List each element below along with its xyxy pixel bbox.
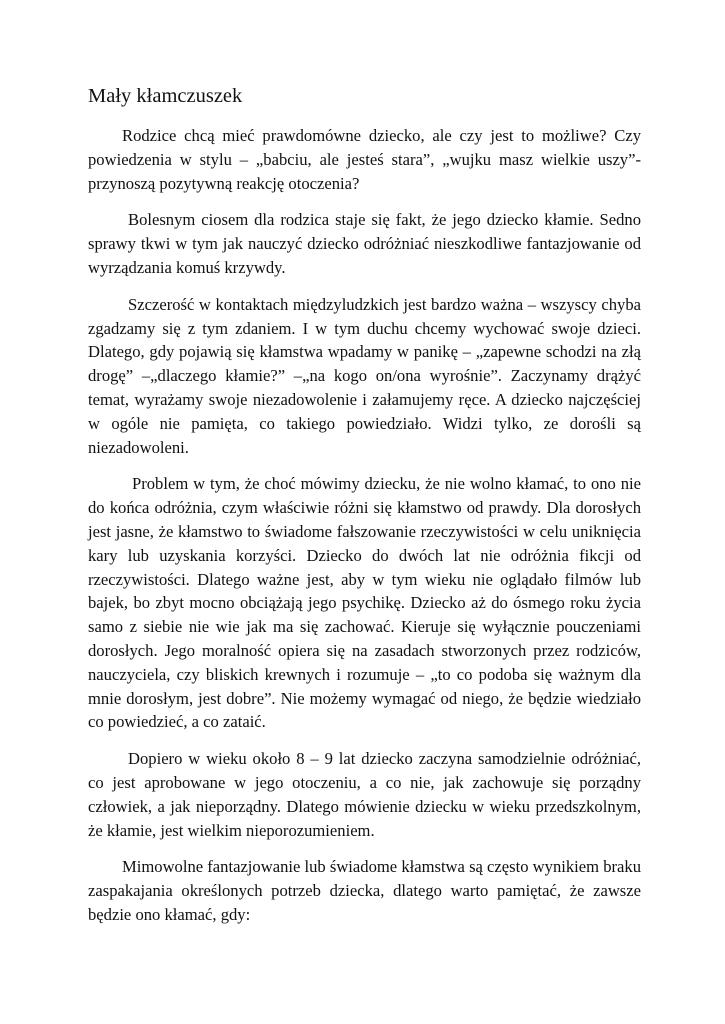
paragraph-6: Mimowolne fantazjowanie lub świadome kłamstwa są często wynikiem braku zaspakajania określonych potrzeb dziecka, dlatego warto pamiętać, że zawsze będzie ono kłamać, gdy: [88,857,641,924]
document-title: Mały kłamczuszek [88,85,243,107]
paragraph-4: Problem w tym, że choć mówimy dziecku, że nie wolno kłamać, to ono nie do końca odróżnia, czym właściwie różni się kłamstwo od prawdy. Dla dorosłych jest jasne, że kłamstwo to świadome fałszowanie rzeczywistości w celu uniknięcia kary lub uzyskania korzyści. Dziecko do dwóch lat nie odróżnia fikcji od rzeczywistości. Dlatego ważne jest, aby w tym wieku nie oglądało filmów lub bajek, bo zbyt mocno obciążają jego psychikę. Dziecko aż do ósmego roku życia samo z siebie nie wie jak ma się zachować. Kieruje się wyłącznie pouczeniami dorosłych. Jego moralność opiera się na zasadach stworzonych przez rodziców, nauczyciela, czy bliskich krewnych i rozumuje – „to co podoba się ważnym dla mnie dorosłym, jest dobre”. Nie możemy wymagać od niego, że będzie wiedziało co powiedzieć, a co zataić. [88,474,641,732]
paragraph-1: Rodzice chcą mieć prawdomówne dziecko, ale czy jest to możliwe? Czy powiedzenia w stylu – „babciu, ale jesteś stara”, „wujku masz wielkie uszy”- przynoszą pozytywną reakcję otoczenia? [88,126,641,193]
paragraph-3: Szczerość w kontaktach międzyludzkich jest bardzo ważna – wszyscy chyba zgadzamy się z tym zdaniem. I w tym duchu chcemy wychować swoje dzieci. Dlatego, gdy pojawią się kłamstwa wpadamy w panikę – „zapewne schodzi na złą drogę” –„dlaczego kłamie?” –„na kogo on/ona wyrośnie”. Zaczynamy drążyć temat, wyrażamy swoje niezadowolenie i załamujemy ręce. A dziecko najczęściej w ogóle nie pamięta, co takiego powiedziało. Widzi tylko, ze dorośli są niezadowoleni. [88,294,641,457]
paragraph-2: Bolesnym ciosem dla rodzica staje się fakt, że jego dziecko kłamie. Sedno sprawy tkwi w tym jak nauczyć dziecko odróżniać nieszkodliwe fantazjowanie od wyrządzania komuś krzywdy. [88,210,641,277]
paragraph-5: Dopiero w wieku około 8 – 9 lat dziecko zaczyna samodzielnie odróżniać, co jest aprobowane w jego otoczeniu, a co nie, jak zachowuje się porządny człowiek, a jak nieporządny. Dlatego mówienie dziecku w wieku przedszkolnym, że kłamie, jest wielkim nieporozumieniem. [88,749,641,840]
document-page [88,80,641,927]
